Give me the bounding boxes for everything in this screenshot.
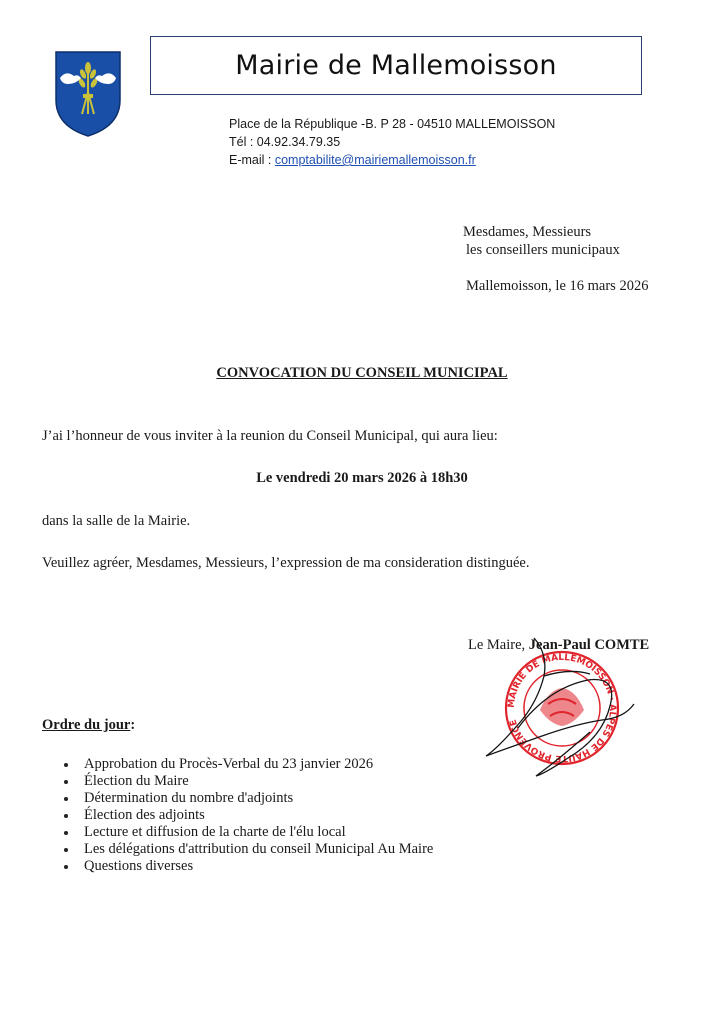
agenda-title bbox=[42, 717, 135, 734]
agenda-list bbox=[62, 756, 433, 875]
address-line: Place de la République -B. P 28 - 04510 MALLEMOISSON bbox=[229, 117, 556, 131]
meeting-datetime: Le vendredi 20 mars 2026 à 18h30 bbox=[256, 470, 468, 486]
agenda-title-text: Ordre du jour bbox=[42, 717, 131, 733]
email-line bbox=[229, 153, 476, 167]
date-line: Mallemoisson, le 16 mars 2026 bbox=[466, 278, 649, 294]
closing-text: Veuillez agréer, Mesdames, Messieurs, l’expression de ma consideration distinguée. bbox=[42, 555, 530, 571]
letterhead-title-box bbox=[150, 36, 642, 95]
email-link[interactable]: comptabilite@mairiemallemoisson.fr bbox=[274, 153, 476, 167]
meeting-location: dans la salle de la Mairie. bbox=[42, 513, 191, 529]
signature-prefix: Le Maire, bbox=[468, 637, 529, 653]
agenda-item: Élection des adjoints bbox=[62, 807, 433, 824]
phone-line: Tél : 04.92.34.79.35 bbox=[229, 135, 341, 149]
recipient-line-1: Mesdames, Messieurs bbox=[463, 224, 592, 240]
svg-text:MAIRIE DE MALLEMOISSON · ALPES: MAIRIE DE MALLEMOISSON · ALPES DE HAUTE PROVENCE bbox=[506, 652, 618, 764]
agenda-item: Approbation du Procès-Verbal du 23 janvier 2026 bbox=[62, 756, 433, 773]
mayor-name: Jean-Paul COMTE bbox=[528, 637, 650, 653]
document-heading: CONVOCATION DU CONSEIL MUNICIPAL bbox=[216, 365, 508, 381]
intro-text: J’ai l’honneur de vous inviter à la reunion du Conseil Municipal, qui aura lieu: bbox=[42, 428, 498, 444]
letterhead-title: Mairie de Mallemoisson bbox=[235, 50, 557, 81]
coat-of-arms-icon bbox=[54, 48, 122, 138]
agenda-item: Questions diverses bbox=[62, 858, 433, 875]
recipient-line-2: les conseillers municipaux bbox=[466, 242, 620, 258]
official-stamp-icon bbox=[506, 652, 618, 764]
agenda-title-colon: : bbox=[130, 717, 136, 733]
email-label: E-mail : bbox=[229, 153, 275, 167]
agenda-item: Les délégations d'attribution du conseil Municipal Au Maire bbox=[62, 841, 433, 858]
mayor-stamp-and-signature bbox=[478, 628, 648, 788]
agenda-item: Élection du Maire bbox=[62, 773, 433, 790]
agenda-item: Lecture et diffusion de la charte de l'élu local bbox=[62, 824, 433, 841]
agenda-item: Détermination du nombre d'adjoints bbox=[62, 790, 433, 807]
